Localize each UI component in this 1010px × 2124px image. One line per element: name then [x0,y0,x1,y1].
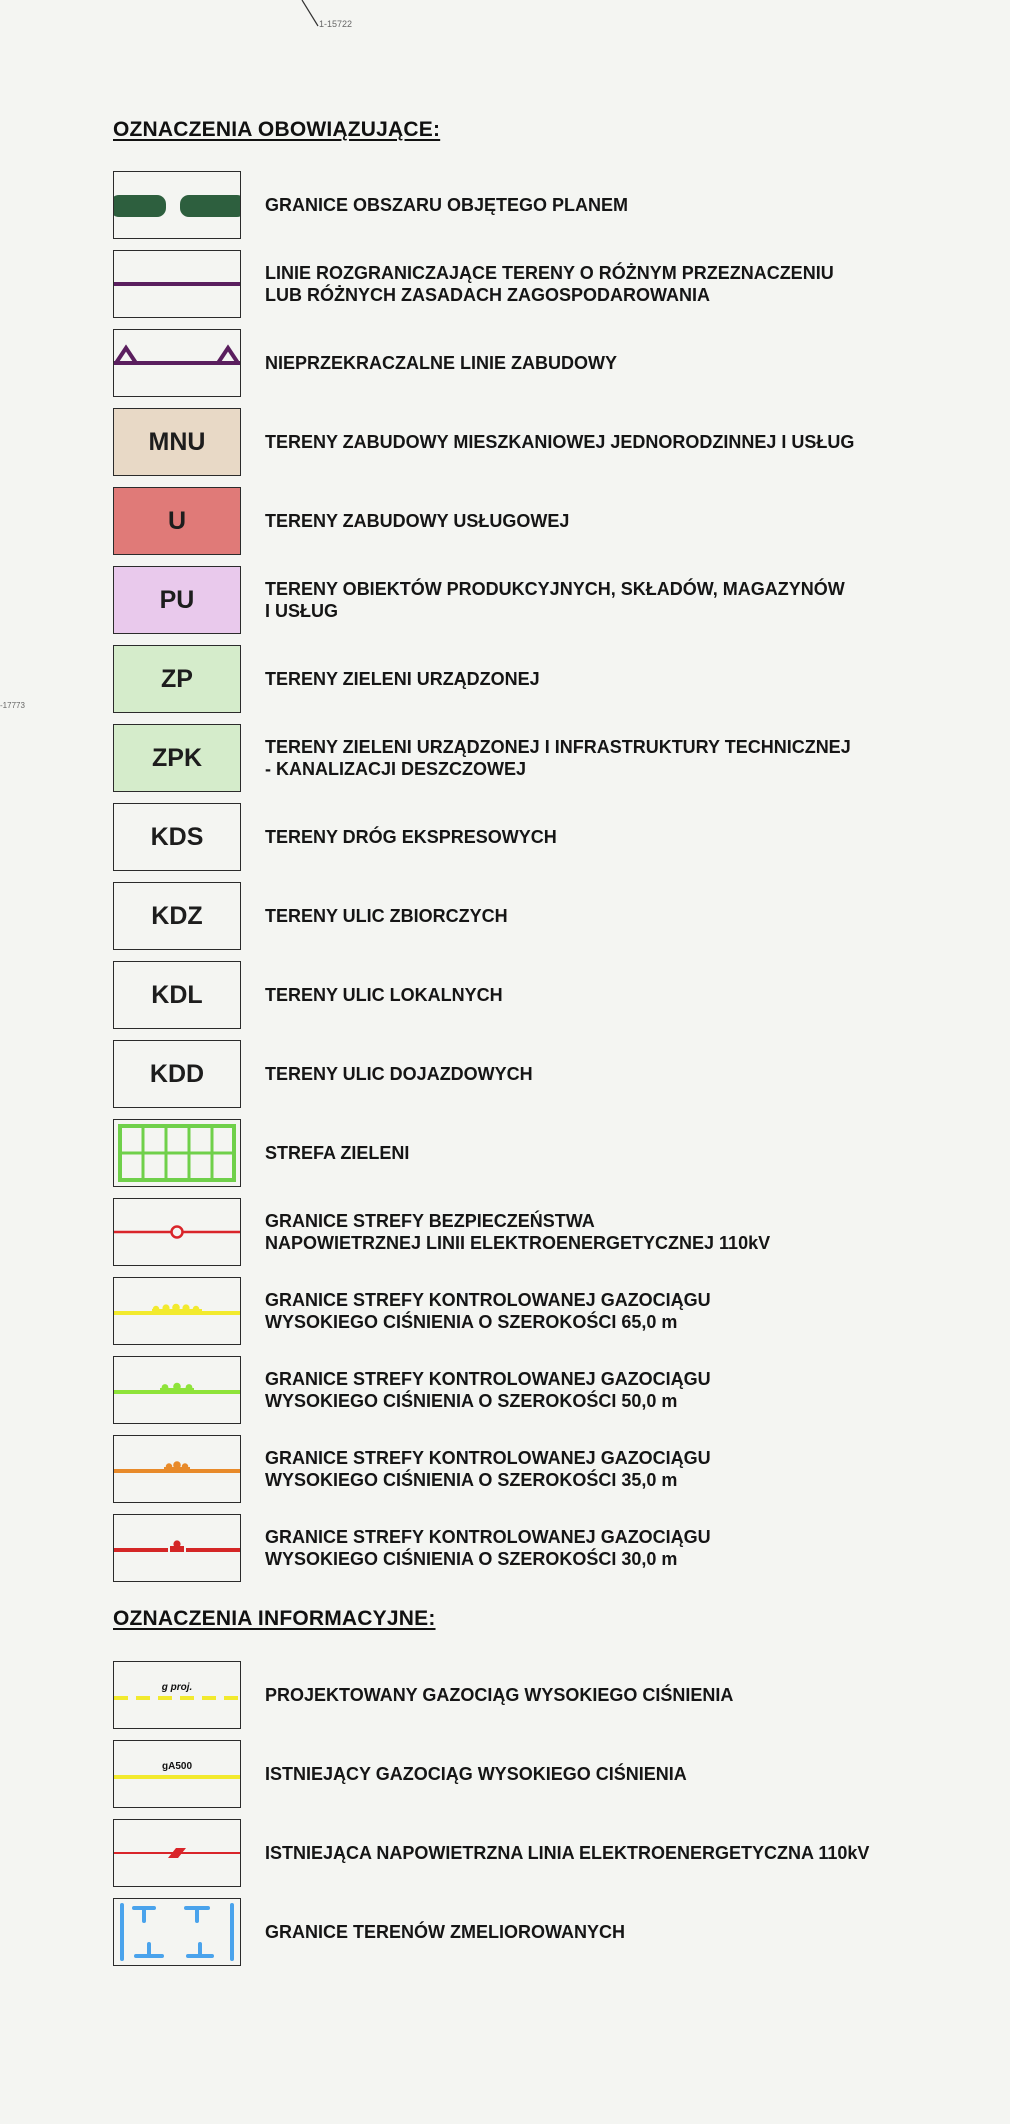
legend-label-zpk: TERENY ZIELENI URZĄDZONEJ I INFRASTRUKTURY TECHNICZNEJ - KANALIZACJI DESZCZOWEJ [265,737,851,779]
legend-label-drained: GRANICE TERENÓW ZMELIOROWANYCH [265,1922,625,1942]
legend-label-planned-gas: PROJEKTOWANY GAZOCIĄG WYSOKIEGO CIŚNIENIA [265,1685,734,1705]
section-title-binding: OZNACZENIA OBOWIĄZUJĄCE: [113,118,441,141]
coordinate-label-top: 1-15722 [319,19,353,29]
legend-symbol-mnu [113,408,241,476]
legend-label-existing-gas: ISTNIEJĄCY GAZOCIĄG WYSOKIEGO CIŚNIENIA [265,1764,687,1784]
zone-code-kdz: KDZ [151,901,203,930]
legend-symbol-pu [113,566,241,634]
legend-label-pu: TERENY OBIEKTÓW PRODUKCYJNYCH, SKŁADÓW, MAGAZYNÓW I USŁUG [265,579,845,621]
legend-label-u: TERENY ZABUDOWY USŁUGOWEJ [265,511,570,531]
legend-symbol-existing-power [113,1819,241,1887]
legend-label-dividing-lines: LINIE ROZGRANICZAJĄCE TERENY O RÓŻNYM PRZEZNACZENIU LUB RÓŻNYCH ZASADACH ZAGOSPODAROWANIA [265,263,834,305]
zone-code-kdd: KDD [149,1059,205,1088]
pipeline-tag-existing: gA500 [161,1761,192,1772]
zone-code-u: U [167,506,187,535]
legend-label-power-zone: GRANICE STREFY BEZPIECZEŃSTWA NAPOWIETRZNEJ LINII ELEKTROENERGETYCZNEJ 110kV [265,1211,771,1253]
legend-label-gas-50: GRANICE STREFY KONTROLOWANEJ GAZOCIĄGU WYSOKIEGO CIŚNIENIA O SZEROKOŚCI 50,0 m [265,1369,711,1411]
legend-label-kdd: TERENY ULIC DOJAZDOWYCH [265,1064,533,1084]
legend-label-existing-power: ISTNIEJĄCA NAPOWIETRZNA LINIA ELEKTROENERGETYCZNA 110kV [265,1843,870,1863]
legend-symbol-kds [113,803,241,871]
legend-symbol-u [113,487,241,555]
legend-symbol-kdl [113,961,241,1029]
zone-code-zp: ZP [161,664,193,693]
legend-symbol-building-lines [113,329,241,397]
legend-symbol-dividing-lines [113,250,241,318]
legend-label-green-zone: STREFA ZIELENI [265,1143,410,1163]
legend-symbol-drained [113,1898,241,1966]
legend-label-building-lines: NIEPRZEKRACZALNE LINIE ZABUDOWY [265,353,617,373]
legend-symbol-kdd [113,1040,241,1108]
legend-symbol-gas-30 [113,1514,241,1582]
legend-symbol-kdz [113,882,241,950]
coordinate-label-side: -17773 [0,701,25,710]
legend-symbol-gas-65 [113,1277,241,1345]
legend-label-kdz: TERENY ULIC ZBIORCZYCH [265,906,508,926]
legend-label-kdl: TERENY ULIC LOKALNYCH [265,985,503,1005]
legend-symbol-green-zone [113,1119,241,1187]
zone-code-kdl: KDL [151,980,203,1009]
legend-symbol-gas-50 [113,1356,241,1424]
zone-code-mnu: MNU [148,427,206,456]
legend-label-kds: TERENY DRÓG EKSPRESOWYCH [265,827,557,847]
legend-symbol-zp [113,645,241,713]
pipeline-tag-planned: g proj. [161,1682,193,1693]
legend-label-gas-30: GRANICE STREFY KONTROLOWANEJ GAZOCIĄGU WYSOKIEGO CIŚNIENIA O SZEROKOŚCI 30,0 m [265,1527,711,1569]
zone-code-zpk: ZPK [152,743,202,772]
legend-symbol-planned-gas [113,1661,241,1729]
legend-symbol-power-zone [113,1198,241,1266]
legend-symbol-zpk [113,724,241,792]
zone-code-kds: KDS [150,822,204,851]
legend-symbol-existing-gas [113,1740,241,1808]
zone-code-pu: PU [159,585,195,614]
legend-label-mnu: TERENY ZABUDOWY MIESZKANIOWEJ JEDNORODZINNEJ I USŁUG [265,432,855,452]
legend-symbol-gas-35 [113,1435,241,1503]
legend-symbol-boundary [113,171,241,239]
legend-label-zp: TERENY ZIELENI URZĄDZONEJ [265,669,540,689]
legend-label-gas-65: GRANICE STREFY KONTROLOWANEJ GAZOCIĄGU WYSOKIEGO CIŚNIENIA O SZEROKOŚCI 65,0 m [265,1290,711,1332]
legend-label-boundary: GRANICE OBSZARU OBJĘTEGO PLANEM [265,195,629,215]
section-title-informative: OZNACZENIA INFORMACYJNE: [113,1607,436,1630]
legend-label-gas-35: GRANICE STREFY KONTROLOWANEJ GAZOCIĄGU WYSOKIEGO CIŚNIENIA O SZEROKOŚCI 35,0 m [265,1448,711,1490]
